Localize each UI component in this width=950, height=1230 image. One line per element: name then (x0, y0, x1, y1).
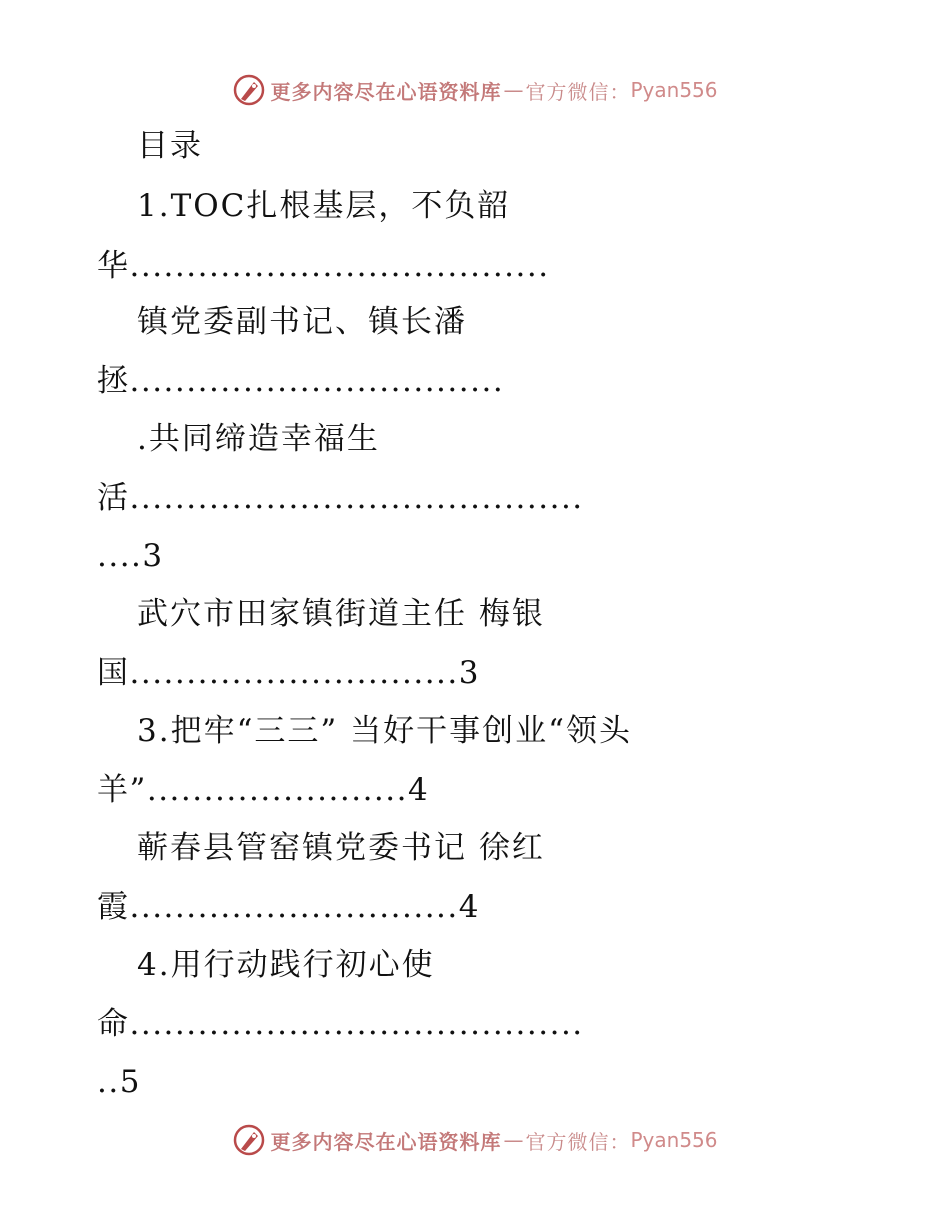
toc-line: 拯................................. (97, 363, 505, 399)
watermark-account-id: Pyan556 (630, 1128, 718, 1152)
watermark-account-id: Pyan556 (630, 78, 718, 102)
toc-line: 镇党委副书记、镇长潘 (137, 304, 467, 340)
pen-nib-circle-icon (232, 1123, 266, 1157)
footer-watermark (0, 1120, 950, 1160)
toc-line: 武穴市田家镇街道主任 梅银 (137, 596, 545, 632)
toc-line: 华..................................... (97, 248, 550, 284)
toc-line: .共同缔造幸福生 (137, 421, 380, 457)
toc-line: 羊”.......................4 (97, 772, 430, 808)
header-watermark (0, 70, 950, 110)
toc-line: 1.TOC扎根基层，不负韶 (137, 188, 511, 224)
toc-line: 命........................................ (97, 1006, 584, 1042)
toc-line: 活........................................ (97, 480, 584, 516)
watermark-separator: — (503, 78, 524, 102)
toc-line: ..5 (97, 1064, 141, 1100)
pen-nib-circle-icon (232, 73, 266, 107)
watermark-main-text: 更多内容尽在心语资料库 (270, 79, 502, 104)
watermark-sub-text: 官方微信： (525, 1129, 631, 1154)
toc-line: 3.把牢“三三” 当好干事创业“领头 (137, 713, 632, 749)
watermark-separator: — (503, 1128, 524, 1152)
toc-line: 4.用行动践行初心使 (137, 947, 435, 983)
toc-line: 国.............................3 (97, 655, 480, 691)
toc-line: 霞.............................4 (97, 889, 480, 925)
watermark-sub-text: 官方微信： (525, 79, 631, 104)
toc-line: 蕲春县管窑镇党委书记 徐红 (137, 830, 545, 866)
toc-line: ....3 (97, 538, 164, 574)
watermark-main-text: 更多内容尽在心语资料库 (270, 1129, 502, 1154)
toc-heading: 目录 (137, 128, 203, 164)
